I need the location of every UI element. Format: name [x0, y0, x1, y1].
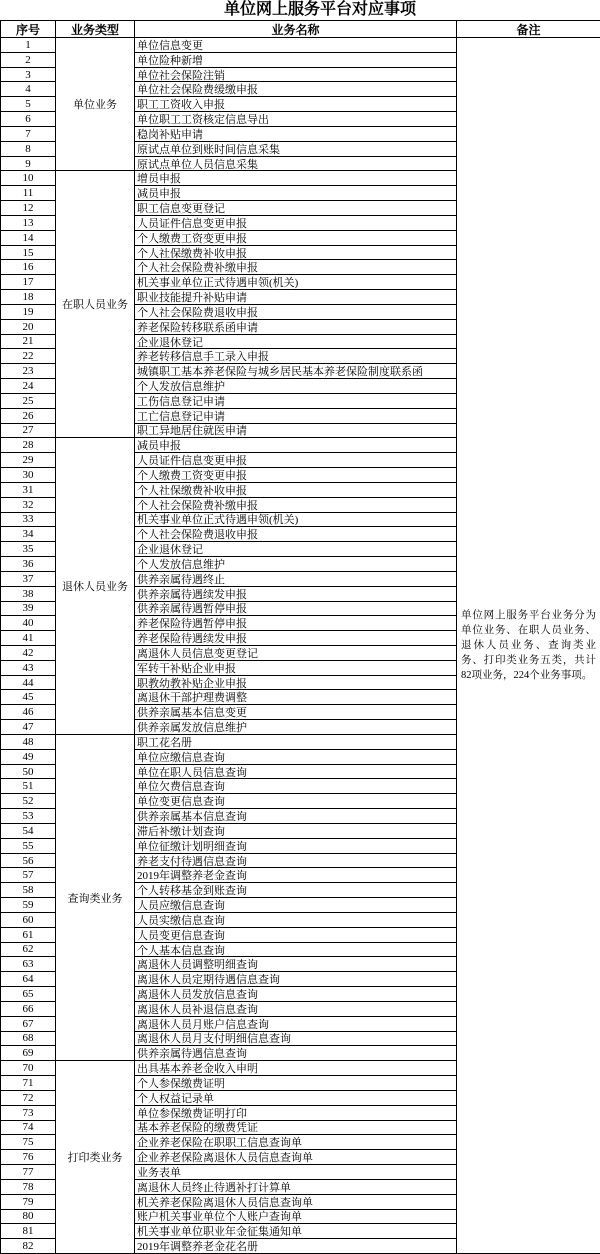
business-name-cell: 供养亲属基本信息变更: [135, 705, 457, 720]
row-number: 50: [1, 765, 56, 780]
business-name-cell: 稳岗补贴申请: [135, 127, 457, 142]
business-name-cell: 离退休人员信息变更登记: [135, 646, 457, 661]
row-number: 16: [1, 260, 56, 275]
business-name-cell: 离退休人员补退信息查询: [135, 1002, 457, 1017]
row-number: 61: [1, 928, 56, 943]
row-number: 10: [1, 171, 56, 186]
row-number: 65: [1, 987, 56, 1002]
row-number: 31: [1, 483, 56, 498]
row-number: 8: [1, 142, 56, 157]
row-number: 59: [1, 898, 56, 913]
business-name-cell: 单位职工工资核定信息导出: [135, 112, 457, 127]
page-title: 单位网上服务平台对应事项: [223, 1, 416, 18]
business-name-cell: 单位社会保险注销: [135, 68, 457, 83]
row-number: 69: [1, 1046, 56, 1061]
business-name-cell: 个人基本信息查询: [135, 943, 457, 958]
business-name-cell: 个人社保缴费补收申报: [135, 483, 457, 498]
row-number: 46: [1, 705, 56, 720]
business-name-cell: 个人社保缴费补收申报: [135, 246, 457, 261]
business-name-cell: 企业退休登记: [135, 335, 457, 350]
row-number: 64: [1, 972, 56, 987]
row-number: 54: [1, 824, 56, 839]
business-name-cell: 单位社会保险费缓缴申报: [135, 82, 457, 97]
row-number: 36: [1, 557, 56, 572]
business-name-cell: 工亡信息登记申请: [135, 409, 457, 424]
business-name-cell: 企业养老保险离退休人员信息查询单: [135, 1150, 457, 1165]
business-name-cell: 人员应缴信息查询: [135, 898, 457, 913]
business-name-cell: 供养亲属待遇信息查询: [135, 1046, 457, 1061]
row-number: 26: [1, 409, 56, 424]
business-name-cell: 单位在职人员信息查询: [135, 765, 457, 780]
business-name-cell: 单位欠费信息查询: [135, 779, 457, 794]
row-number: 72: [1, 1091, 56, 1106]
row-number: 9: [1, 157, 56, 172]
row-number: 71: [1, 1076, 56, 1091]
business-name-cell: 增员申报: [135, 171, 457, 186]
business-name-cell: 个人发放信息维护: [135, 379, 457, 394]
business-name-cell: 机关事业单位职业年金征集通知单: [135, 1224, 457, 1239]
business-type-cell: 单位业务: [56, 38, 135, 171]
business-name-cell: 职工花名册: [135, 735, 457, 750]
row-number: 43: [1, 661, 56, 676]
row-number: 76: [1, 1150, 56, 1165]
row-number: 55: [1, 839, 56, 854]
row-number: 19: [1, 305, 56, 320]
business-name-cell: 养老保险待遇暂停申报: [135, 616, 457, 631]
row-number: 78: [1, 1180, 56, 1195]
business-name-cell: 减员申报: [135, 186, 457, 201]
business-name-cell: 原试点单位人员信息采集: [135, 157, 457, 172]
note-cell: 单位网上服务平台业务分为单位业务、在职人员业务、退休人员业务、查询类业务、打印类业务五类，共计82项业务，224个业务事项。: [457, 38, 600, 1254]
row-number: 75: [1, 1135, 56, 1150]
header-name: 业务名称: [135, 21, 457, 38]
row-number: 51: [1, 779, 56, 794]
row-number: 1: [1, 38, 56, 53]
business-name-cell: 供养亲属待遇暂停申报: [135, 602, 457, 617]
row-number: 62: [1, 943, 56, 958]
business-name-cell: 供养亲属发放信息维护: [135, 720, 457, 735]
business-name-cell: 人员实缴信息查询: [135, 913, 457, 928]
row-number: 11: [1, 186, 56, 201]
business-name-cell: 2019年调整养老金查询: [135, 868, 457, 883]
row-number: 41: [1, 631, 56, 646]
business-name-cell: 个人发放信息维护: [135, 557, 457, 572]
business-name-cell: 养老转移信息手工录入申报: [135, 349, 457, 364]
row-number: 33: [1, 513, 56, 528]
services-table: [0, 20, 600, 1254]
business-name-cell: 机关事业单位正式待遇申领(机关): [135, 513, 457, 528]
business-name-cell: 城镇职工基本养老保险与城乡居民基本养老保险制度联系函: [135, 364, 457, 379]
header-num: 序号: [1, 21, 56, 38]
row-number: 44: [1, 676, 56, 691]
business-name-cell: 单位应缴信息查询: [135, 750, 457, 765]
business-name-cell: 个人社会保险费补缴申报: [135, 260, 457, 275]
business-name-cell: 养老支付待遇信息查询: [135, 854, 457, 869]
row-number: 15: [1, 246, 56, 261]
business-name-cell: 个人社会保险费退收申报: [135, 305, 457, 320]
row-number: 37: [1, 572, 56, 587]
row-number: 39: [1, 602, 56, 617]
row-number: 17: [1, 275, 56, 290]
business-name-cell: 企业养老保险在职职工信息查询单: [135, 1135, 457, 1150]
row-number: 63: [1, 957, 56, 972]
row-number: 32: [1, 498, 56, 513]
row-number: 3: [1, 68, 56, 83]
business-name-cell: 职工异地居住就医申请: [135, 424, 457, 439]
row-number: 53: [1, 809, 56, 824]
row-number: 6: [1, 112, 56, 127]
row-number: 27: [1, 424, 56, 439]
business-name-cell: 机关养老保险离退休人员信息查询单: [135, 1195, 457, 1210]
business-name-cell: 供养亲属基本信息查询: [135, 809, 457, 824]
row-number: 7: [1, 127, 56, 142]
business-name-cell: 个人转移基金到账查询: [135, 883, 457, 898]
business-name-cell: 离退休人员发放信息查询: [135, 987, 457, 1002]
row-number: 35: [1, 542, 56, 557]
business-name-cell: 养老保险待遇续发申报: [135, 631, 457, 646]
row-number: 56: [1, 854, 56, 869]
business-name-cell: 离退休人员定期待遇信息查询: [135, 972, 457, 987]
business-name-cell: 离退休干部护理费调整: [135, 690, 457, 705]
row-number: 52: [1, 794, 56, 809]
row-number: 66: [1, 1002, 56, 1017]
business-name-cell: 出具基本养老金收入申明: [135, 1061, 457, 1076]
row-number: 2: [1, 53, 56, 68]
row-number: 4: [1, 82, 56, 97]
row-number: 25: [1, 394, 56, 409]
row-number: 60: [1, 913, 56, 928]
row-number: 67: [1, 1017, 56, 1032]
business-name-cell: 个人参保缴费证明: [135, 1076, 457, 1091]
business-name-cell: 人员变更信息查询: [135, 928, 457, 943]
row-number: 68: [1, 1032, 56, 1047]
business-name-cell: 单位参保缴费证明打印: [135, 1106, 457, 1121]
business-name-cell: 职教幼教补贴企业申报: [135, 676, 457, 691]
business-name-cell: 减员申报: [135, 438, 457, 453]
business-name-cell: 2019年调整养老金花名册: [135, 1239, 457, 1254]
business-type-cell: 在职人员业务: [56, 171, 135, 438]
business-name-cell: 供养亲属待遇终止: [135, 572, 457, 587]
business-name-cell: 个人社会保险费补缴申报: [135, 498, 457, 513]
business-name-cell: 人员证件信息变更申报: [135, 453, 457, 468]
row-number: 18: [1, 290, 56, 305]
business-name-cell: 单位变更信息查询: [135, 794, 457, 809]
business-name-cell: 离退休人员月账户信息查询: [135, 1017, 457, 1032]
row-number: 30: [1, 468, 56, 483]
row-number: 40: [1, 616, 56, 631]
row-number: 28: [1, 438, 56, 453]
row-number: 12: [1, 201, 56, 216]
row-number: 70: [1, 1061, 56, 1076]
business-name-cell: 企业退休登记: [135, 542, 457, 557]
row-number: 21: [1, 335, 56, 350]
business-name-cell: 工伤信息登记申请: [135, 394, 457, 409]
business-name-cell: 职工信息变更登记: [135, 201, 457, 216]
header-type: 业务类型: [56, 21, 135, 38]
business-name-cell: 单位信息变更: [135, 38, 457, 53]
header-note: 备注: [457, 21, 600, 38]
business-name-cell: 职工工资收入申报: [135, 97, 457, 112]
row-number: 13: [1, 216, 56, 231]
row-number: 73: [1, 1106, 56, 1121]
business-name-cell: 人员证件信息变更申报: [135, 216, 457, 231]
business-name-cell: 职业技能提升补贴申请: [135, 290, 457, 305]
business-name-cell: 个人权益记录单: [135, 1091, 457, 1106]
row-number: 20: [1, 320, 56, 335]
row-number: 34: [1, 527, 56, 542]
row-number: 38: [1, 587, 56, 602]
business-name-cell: 个人社会保险费退收申报: [135, 527, 457, 542]
row-number: 57: [1, 868, 56, 883]
business-name-cell: 原试点单位到账时间信息采集: [135, 142, 457, 157]
row-number: 77: [1, 1165, 56, 1180]
row-number: 48: [1, 735, 56, 750]
row-number: 79: [1, 1195, 56, 1210]
business-type-cell: 退休人员业务: [56, 438, 135, 735]
business-type-cell: 打印类业务: [56, 1061, 135, 1254]
business-name-cell: 养老保险转移联系函申请: [135, 320, 457, 335]
row-number: 22: [1, 349, 56, 364]
business-name-cell: 供养亲属待遇续发申报: [135, 587, 457, 602]
row-number: 45: [1, 690, 56, 705]
row-number: 80: [1, 1210, 56, 1225]
business-name-cell: 个人缴费工资变更申报: [135, 468, 457, 483]
row-number: 58: [1, 883, 56, 898]
business-name-cell: 个人缴费工资变更申报: [135, 231, 457, 246]
row-number: 74: [1, 1121, 56, 1136]
business-name-cell: 账户机关事业单位个人账户查询单: [135, 1210, 457, 1225]
business-name-cell: 离退休人员终止待遇补打计算单: [135, 1180, 457, 1195]
business-name-cell: 机关事业单位正式待遇申领(机关): [135, 275, 457, 290]
business-type-cell: 查询类业务: [56, 735, 135, 1061]
business-name-cell: 单位险种新增: [135, 53, 457, 68]
row-number: 14: [1, 231, 56, 246]
row-number: 82: [1, 1239, 56, 1254]
business-name-cell: 业务表单: [135, 1165, 457, 1180]
business-name-cell: 离退休人员调整明细查询: [135, 957, 457, 972]
row-number: 81: [1, 1224, 56, 1239]
row-number: 42: [1, 646, 56, 661]
row-number: 47: [1, 720, 56, 735]
row-number: 24: [1, 379, 56, 394]
row-number: 49: [1, 750, 56, 765]
business-name-cell: 离退休人员月支付明细信息查询: [135, 1032, 457, 1047]
business-name-cell: 滞后补缴计划查询: [135, 824, 457, 839]
business-name-cell: 基本养老保险的缴费凭证: [135, 1121, 457, 1136]
business-name-cell: 单位征缴计划明细查询: [135, 839, 457, 854]
row-number: 29: [1, 453, 56, 468]
business-name-cell: 军转干补贴企业申报: [135, 661, 457, 676]
row-number: 23: [1, 364, 56, 379]
row-number: 5: [1, 97, 56, 112]
